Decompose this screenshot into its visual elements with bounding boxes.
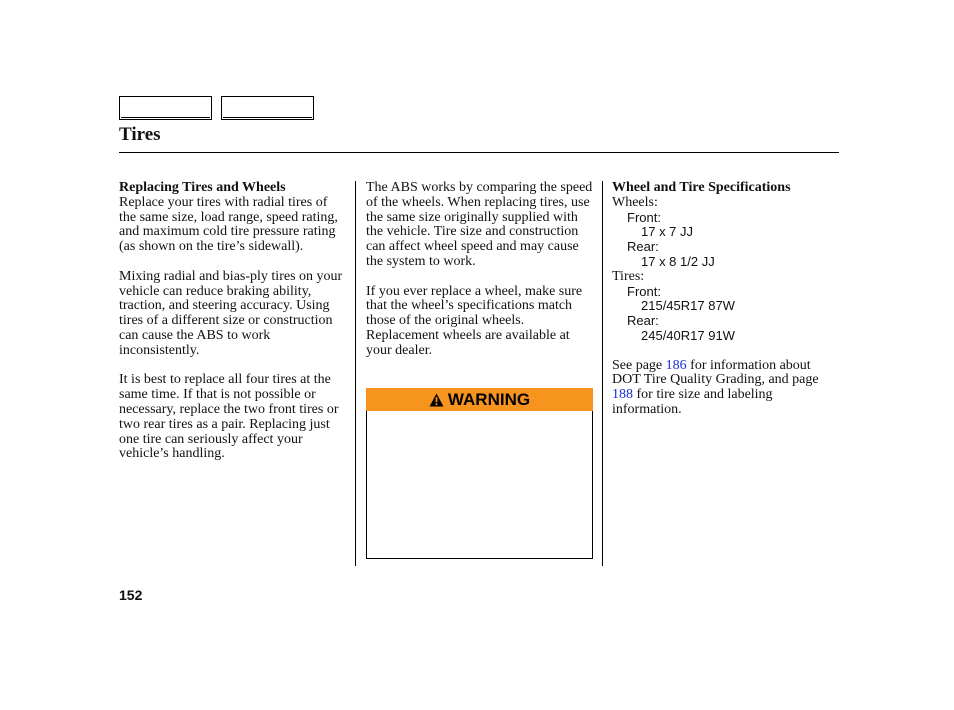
column-2 — [366, 181, 594, 373]
page-title: Tires — [119, 124, 161, 145]
warning-header — [366, 388, 593, 411]
paragraph: If you ever replace a wheel, make sure that the wheel’s specifications match those of the original wheels. Replacement wheels are available at your dealer. — [366, 283, 583, 358]
warning-box — [366, 411, 593, 559]
note-text: for information about DOT Tire Quality Grading, and page — [612, 357, 819, 388]
specs-heading: Wheel and Tire Specifications — [612, 180, 791, 195]
paragraph: The ABS works by comparing the speed of the wheels. When replacing tires, use the same size originally supplied with the vehicle. Tire size and construction can affect wheel speed and may cause the system to work. — [366, 180, 593, 269]
page-link-186[interactable]: 186 — [665, 357, 687, 373]
wheels-rear-label: Rear: — [627, 239, 659, 255]
paragraph: It is best to replace all four tires at the same time. If that is not possible or necessary, replace the two front tires or two rear tires as a pair. Replacing just one tire can seriously affect your vehicle’s handling. — [119, 372, 339, 462]
replacing-heading: Replacing Tires and Wheels — [119, 180, 286, 195]
column-divider — [602, 181, 603, 566]
wheels-rear-value: 17 x 8 1/2 JJ — [641, 253, 715, 269]
tires-rear-label: Rear: — [627, 313, 659, 329]
note-text: See page — [612, 357, 663, 373]
warning-label: WARNING — [447, 389, 531, 409]
tires-front-value: 215/45R17 87W — [641, 298, 735, 314]
tires-rear-value: 245/40R17 91W — [641, 327, 735, 343]
title-divider — [119, 152, 839, 153]
column-3 — [612, 181, 840, 433]
tires-label: Tires: — [612, 268, 645, 284]
column-divider — [355, 181, 356, 566]
wheels-front-label: Front: — [627, 209, 661, 225]
nav-button-previous[interactable] — [119, 96, 212, 120]
see-page-note — [612, 359, 840, 418]
tires-front-label: Front: — [627, 283, 661, 299]
page-link-188[interactable]: 188 — [612, 387, 633, 403]
paragraph: Replace your tires with radial tires of the same size, load range, speed rating, and maximum cold tire pressure rating (as shown on the tire’s sidewall). — [119, 194, 338, 255]
column-1 — [119, 181, 347, 477]
warning-triangle-icon — [429, 393, 444, 407]
paragraph: Mixing radial and bias-ply tires on your vehicle can reduce braking ability, traction, and steering accuracy. Using tires of a different size or construction can cause the ABS to work inconsistently. — [119, 268, 343, 358]
note-text: for tire size and labeling information. — [612, 387, 773, 417]
wheels-label: Wheels: — [612, 194, 658, 210]
wheels-front-value: 17 x 7 JJ — [641, 224, 694, 240]
page-number: 152 — [119, 587, 143, 603]
nav-button-next[interactable] — [221, 96, 314, 120]
